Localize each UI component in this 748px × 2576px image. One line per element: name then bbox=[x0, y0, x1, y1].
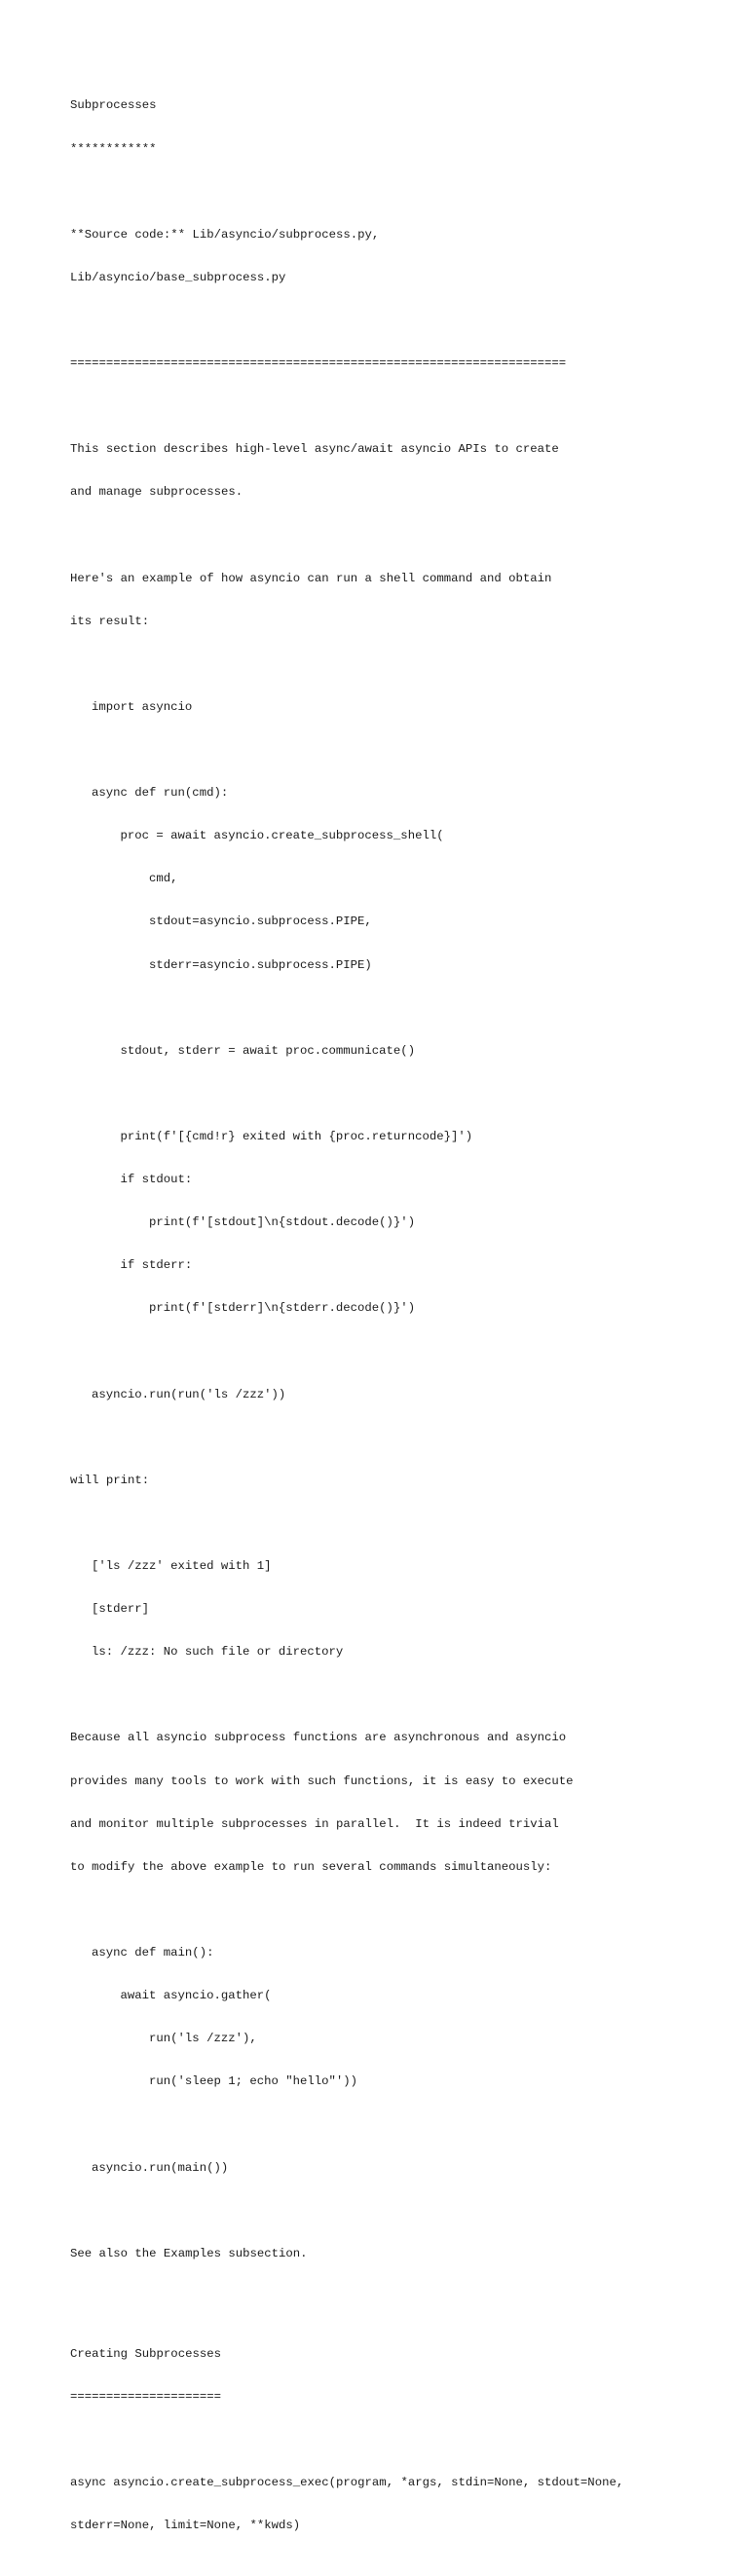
separator-line: ===================================================================== bbox=[70, 356, 567, 371]
code-line: print(f'[stdout]\n{stdout.decode()}') bbox=[92, 1215, 416, 1230]
code-line bbox=[92, 2117, 693, 2132]
intro-line-2: and manage subprocesses. bbox=[70, 485, 243, 500]
code-line: async def main(): bbox=[92, 1945, 214, 1960]
output-line: [stderr] bbox=[92, 1602, 150, 1617]
intro-line-1: This section describes high-level async/await asyncio APIs to create bbox=[70, 442, 559, 457]
section-title-underline: ************ bbox=[70, 141, 157, 156]
paragraph-line: provides many tools to work with such functions, it is easy to execute bbox=[70, 1773, 574, 1788]
code-line: stderr=asyncio.subprocess.PIPE) bbox=[92, 957, 372, 972]
intro-paragraph bbox=[70, 414, 693, 529]
document-page bbox=[70, 70, 693, 2576]
code-example-run bbox=[92, 671, 693, 1430]
subsection-title: Creating Subprocesses bbox=[70, 2346, 221, 2361]
code-output bbox=[92, 1531, 693, 1689]
will-print-line: will print: bbox=[70, 1473, 150, 1487]
paragraph-line: and monitor multiple subprocesses in parallel. It is indeed trivial bbox=[70, 1816, 559, 1831]
example-paragraph bbox=[70, 542, 693, 657]
will-print-paragraph bbox=[70, 1444, 693, 1516]
code-line: print(f'[{cmd!r} exited with {proc.returncode}]') bbox=[92, 1129, 473, 1143]
output-line: ls: /zzz: No such file or directory bbox=[92, 1645, 344, 1660]
output-line: ['ls /zzz' exited with 1] bbox=[92, 1559, 272, 1574]
source-code-note bbox=[70, 199, 693, 314]
source-code-line-1: **Source code:** Lib/asyncio/subprocess.py, bbox=[70, 227, 380, 242]
code-line: async def run(cmd): bbox=[92, 786, 229, 801]
section-heading bbox=[70, 70, 693, 185]
signature-line-1: async asyncio.create_subprocess_exec(program, *args, stdin=None, stdout=None, bbox=[70, 2475, 624, 2489]
signature-line-2: stderr=None, limit=None, **kwds) bbox=[70, 2519, 301, 2533]
code-line: asyncio.run(run('ls /zzz')) bbox=[92, 1387, 286, 1401]
see-also-line: See also the Examples subsection. bbox=[70, 2246, 308, 2260]
code-line bbox=[92, 1001, 693, 1016]
code-line bbox=[92, 743, 693, 758]
code-line: asyncio.run(main()) bbox=[92, 2160, 229, 2175]
because-paragraph bbox=[70, 1702, 693, 1903]
paragraph-line: Because all asyncio subprocess functions are asynchronous and asyncio bbox=[70, 1731, 567, 1745]
source-code-line-2: Lib/asyncio/base_subprocess.py bbox=[70, 270, 286, 284]
code-line: cmd, bbox=[92, 872, 178, 886]
code-line bbox=[92, 1345, 693, 1360]
code-line: await asyncio.gather( bbox=[92, 1989, 272, 2003]
code-example-gather bbox=[92, 1918, 693, 2204]
code-line: if stdout: bbox=[92, 1173, 193, 1187]
code-line: stdout, stderr = await proc.communicate() bbox=[92, 1043, 416, 1058]
code-line: run('ls /zzz'), bbox=[92, 2032, 257, 2046]
code-line bbox=[92, 1087, 693, 1101]
code-line: run('sleep 1; echo "hello"')) bbox=[92, 2074, 358, 2089]
separator-rule bbox=[70, 328, 693, 400]
example-line-1: Here's an example of how asyncio can run a shell command and obtain bbox=[70, 571, 552, 585]
section-title: Subprocesses bbox=[70, 98, 157, 113]
paragraph-line: to modify the above example to run several commands simultaneously: bbox=[70, 1859, 552, 1874]
function-signature bbox=[70, 2447, 693, 2562]
code-line: import asyncio bbox=[92, 699, 193, 714]
subsection-heading bbox=[70, 2318, 693, 2433]
code-line: proc = await asyncio.create_subprocess_shell( bbox=[92, 829, 444, 843]
code-line: stdout=asyncio.subprocess.PIPE, bbox=[92, 915, 372, 929]
code-line: if stderr: bbox=[92, 1258, 193, 1273]
example-line-2: its result: bbox=[70, 614, 150, 628]
subsection-title-underline: ===================== bbox=[70, 2389, 221, 2404]
see-also-paragraph bbox=[70, 2218, 693, 2290]
code-line: print(f'[stderr]\n{stderr.decode()}') bbox=[92, 1301, 416, 1316]
